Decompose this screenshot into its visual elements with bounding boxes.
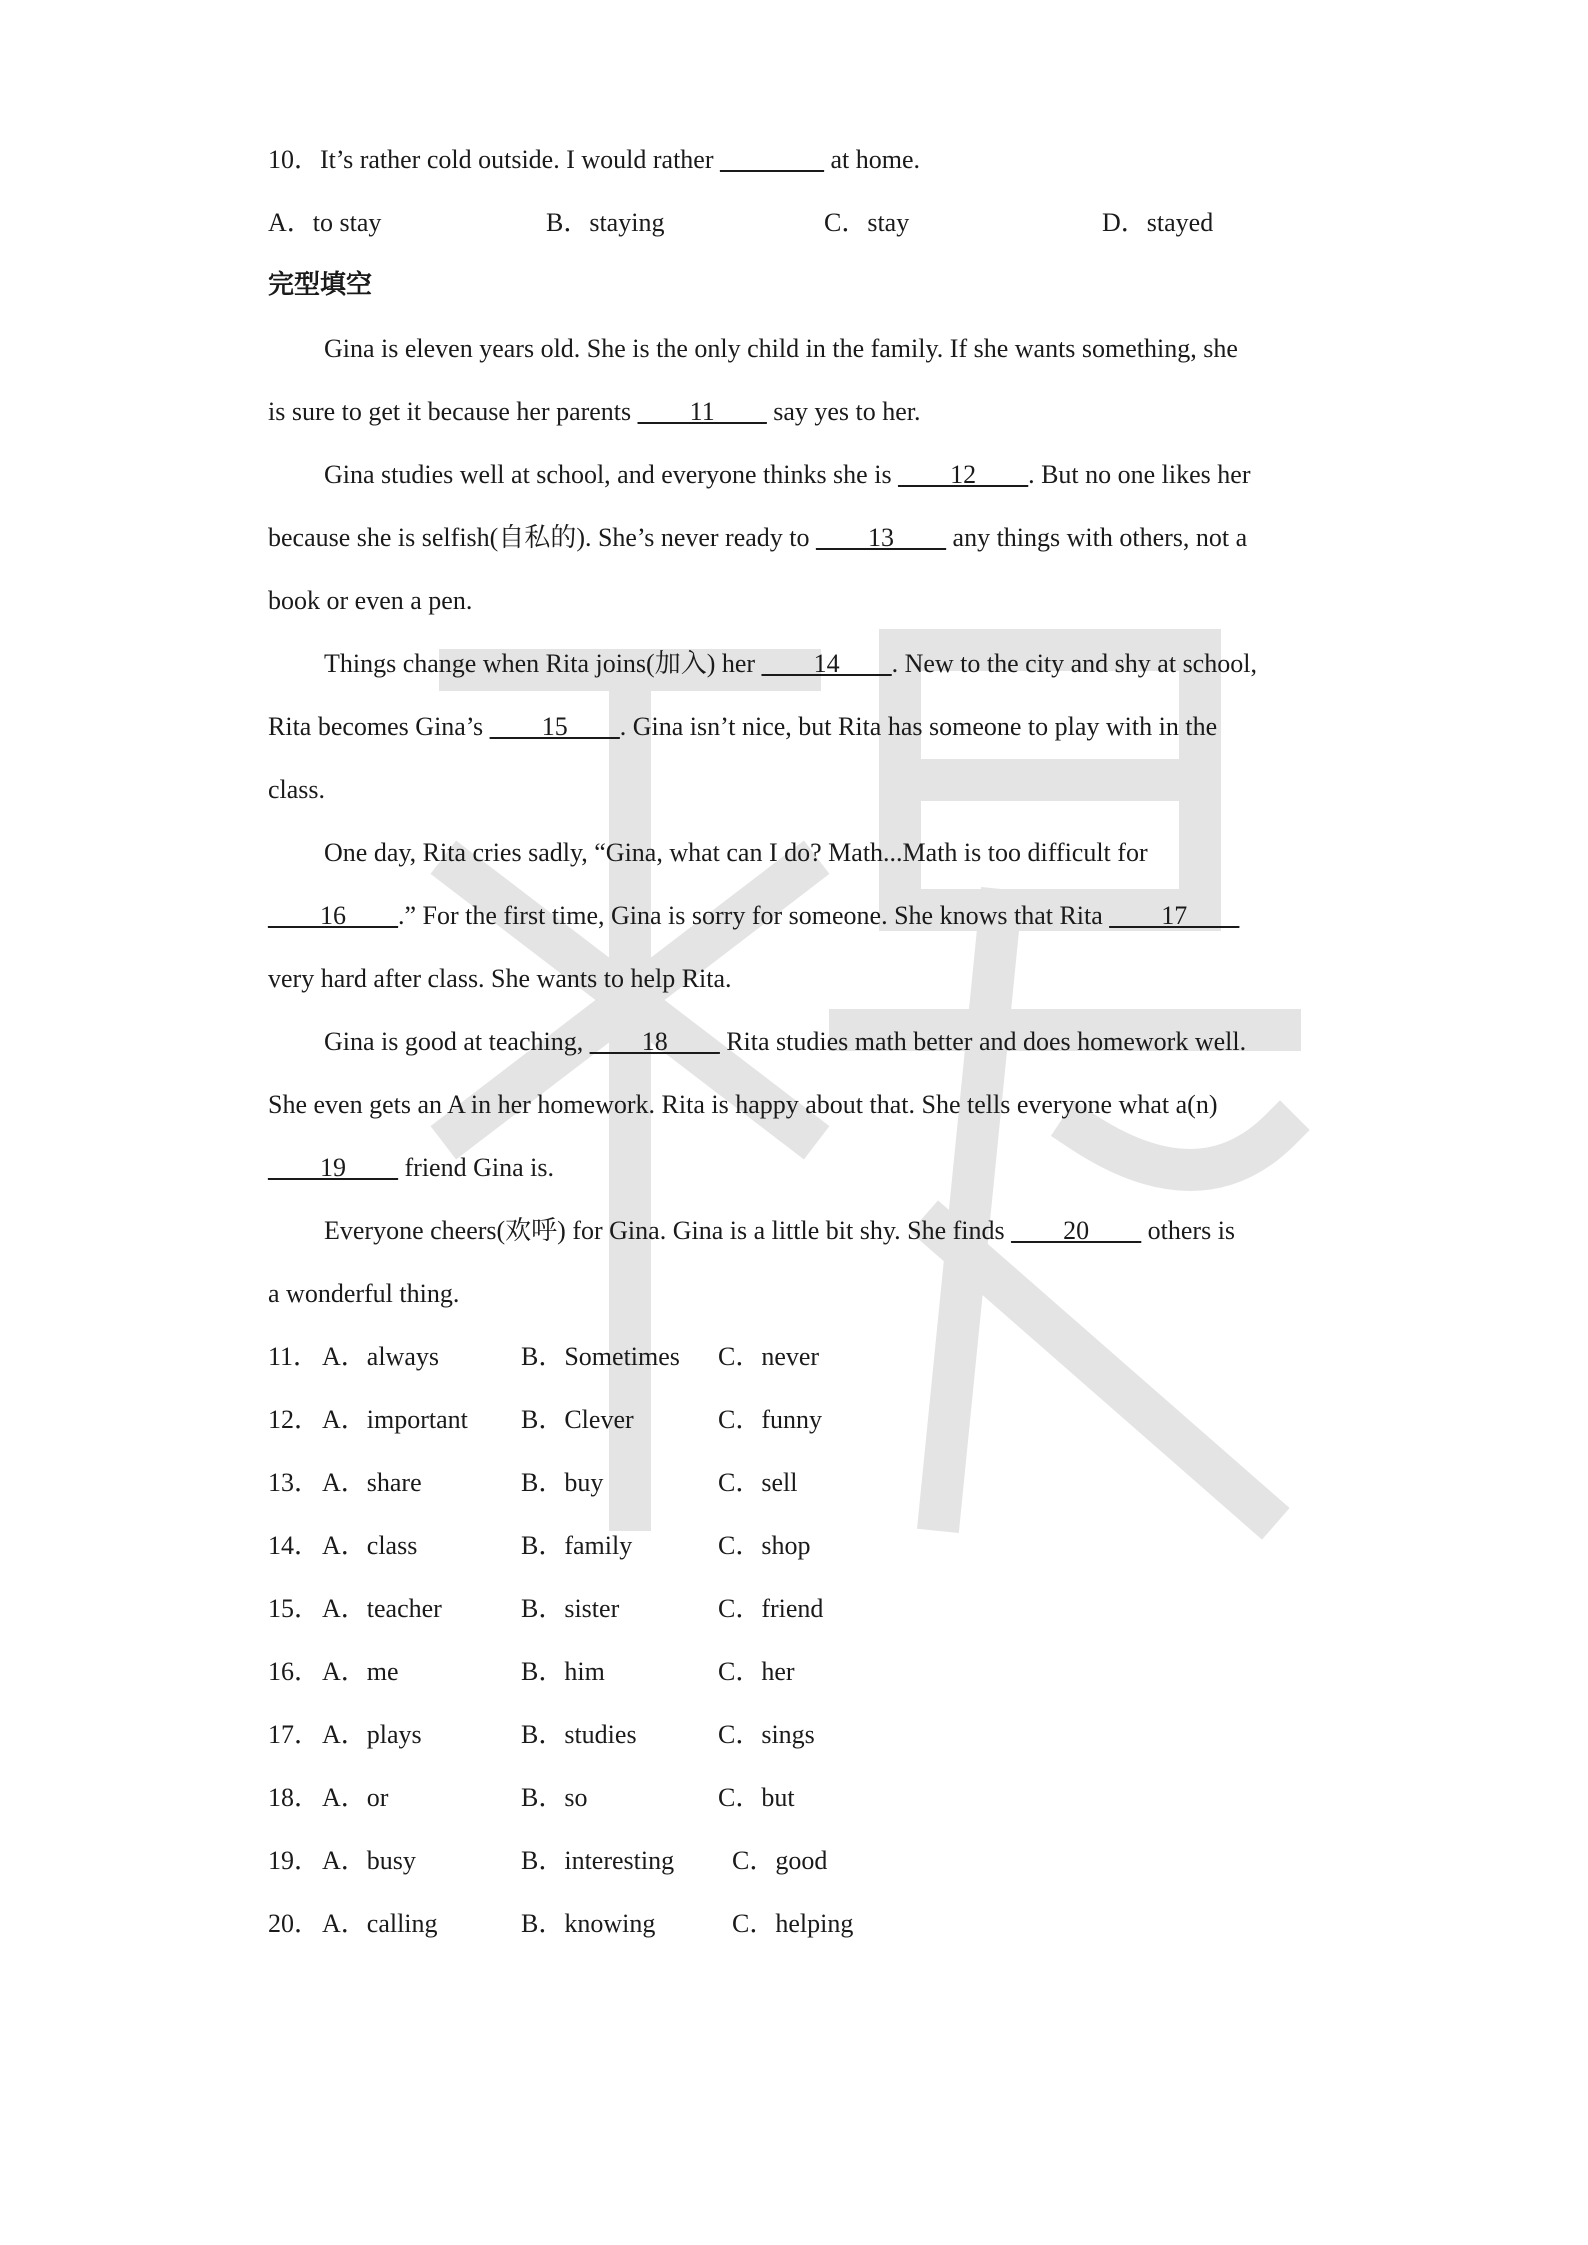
passage-p4-line2 — [268, 884, 1348, 947]
passage-p1-line2 — [268, 380, 1348, 443]
option-c: C．her — [718, 1657, 795, 1686]
cloze-option-row — [268, 1829, 1348, 1892]
option-number: 11． — [268, 1342, 320, 1371]
section-title: 完型填空 — [268, 270, 373, 300]
q10-option-a: A．to stay — [268, 208, 382, 237]
option-number: 16． — [268, 1657, 321, 1686]
cloze-option-row — [268, 1640, 1348, 1703]
p2-text2-end: any things with others, not a — [946, 523, 1248, 552]
q10-stem-before: 10．It’s rather cold outside. I would rather — [268, 145, 720, 174]
cloze-option-row — [268, 1388, 1348, 1451]
option-number: 15． — [268, 1594, 321, 1623]
passage-p5-line2: She even gets an A in her homework. Rita is happy about that. She tells everyone what a(n) — [268, 1090, 1218, 1119]
passage-p3-line1 — [268, 632, 1348, 695]
option-c: C．friend — [718, 1594, 824, 1623]
q10-option-c: C．stay — [824, 208, 910, 237]
blank-19: ____19____ — [268, 1153, 398, 1182]
passage-p6-line1 — [268, 1199, 1348, 1262]
passage-p6-line2: a wonderful thing. — [268, 1279, 460, 1308]
option-b: B．studies — [521, 1720, 637, 1749]
passage-p4-line1: One day, Rita cries sadly, “Gina, what can I do? Math...Math is too difficult for — [324, 838, 1148, 867]
p2-text: Gina studies well at school, and everyone thinks she is — [324, 460, 899, 489]
option-a: A．plays — [322, 1720, 422, 1749]
p3-text: Things change when Rita joins(加入) her — [324, 649, 762, 678]
option-b: B．family — [521, 1531, 633, 1560]
p5-text-end: Rita studies math better and does homework well. — [719, 1027, 1247, 1056]
passage-p3-line2 — [268, 695, 1348, 758]
blank-18: ____18____ — [589, 1027, 720, 1056]
option-c: C．sell — [718, 1468, 798, 1497]
passage-p2-line1 — [268, 443, 1348, 506]
option-a: A．share — [322, 1468, 422, 1497]
p6-text-end: others is — [1141, 1216, 1236, 1245]
cloze-option-row — [268, 1325, 1348, 1388]
option-number: 14． — [268, 1531, 321, 1560]
option-number: 13． — [268, 1468, 321, 1497]
option-b: B．knowing — [521, 1909, 656, 1938]
option-b: B．interesting — [521, 1846, 675, 1875]
option-b: B．so — [521, 1783, 588, 1812]
p3-text2: Rita becomes Gina’s — [268, 712, 490, 741]
passage-p2-line3: book or even a pen. — [268, 586, 473, 615]
option-number: 20． — [268, 1909, 321, 1938]
option-a: A．teacher — [322, 1594, 442, 1623]
p1-text-end: say yes to her. — [766, 397, 921, 426]
passage-p3-line3: class. — [268, 775, 326, 804]
option-c: C．sings — [718, 1720, 815, 1749]
q10-option-d: D．stayed — [1102, 208, 1214, 237]
cloze-option-row — [268, 1703, 1348, 1766]
option-a: A．always — [322, 1342, 439, 1371]
cloze-option-row — [268, 1892, 1348, 1955]
option-number: 18． — [268, 1783, 321, 1812]
option-a: A．calling — [322, 1909, 438, 1938]
option-c: C．but — [718, 1783, 795, 1812]
option-number: 19． — [268, 1846, 321, 1875]
cloze-option-row — [268, 1451, 1348, 1514]
p5-text: Gina is good at teaching, — [324, 1027, 590, 1056]
option-b: B．buy — [521, 1468, 604, 1497]
cloze-option-row — [268, 1766, 1348, 1829]
p3-text-end: . New to the city and shy at school, — [891, 649, 1257, 678]
option-number: 17． — [268, 1720, 321, 1749]
blank-15: ____15____ — [489, 712, 620, 741]
passage-p2-line2 — [268, 506, 1348, 569]
cloze-option-row — [268, 1514, 1348, 1577]
option-a: A．busy — [322, 1846, 416, 1875]
q10-stem-after: at home. — [824, 145, 921, 174]
p1-text: is sure to get it because her parents — [268, 397, 638, 426]
p3-text2-end: . Gina isn’t nice, but Rita has someone to play with in the — [619, 712, 1218, 741]
option-b: B．sister — [521, 1594, 620, 1623]
p2-text-end: . But no one likes her — [1028, 460, 1251, 489]
blank-13: ____13____ — [816, 523, 947, 552]
passage-p5-line3 — [268, 1136, 1348, 1199]
passage-p4-line3: very hard after class. She wants to help Rita. — [268, 964, 732, 993]
option-c: C．funny — [718, 1405, 823, 1434]
p6-text: Everyone cheers(欢呼) for Gina. Gina is a little bit shy. She finds — [324, 1216, 1012, 1245]
p2-text2: because she is selfish(自私的). She’s never ready to — [268, 523, 817, 552]
q10-stem — [268, 128, 1348, 191]
option-b: B．him — [521, 1657, 605, 1686]
option-a: A．class — [322, 1531, 418, 1560]
blank-20: ____20____ — [1011, 1216, 1142, 1245]
option-c: C．shop — [718, 1531, 811, 1560]
option-a: A．or — [322, 1783, 389, 1812]
p4-text2: .” For the first time, Gina is sorry for someone. She knows that Rita — [398, 901, 1110, 930]
passage-p1-line1: Gina is eleven years old. She is the only child in the family. If she wants something, she — [324, 334, 1238, 363]
option-c: C．helping — [732, 1909, 854, 1938]
cloze-options-list — [268, 1325, 1348, 1955]
passage-p5-line1 — [268, 1010, 1348, 1073]
blank-14: ____14____ — [761, 649, 892, 678]
q10-blank: ________ — [720, 145, 824, 174]
blank-12: ____12____ — [898, 460, 1029, 489]
option-c: C．never — [718, 1342, 820, 1371]
option-c: C．good — [732, 1846, 828, 1875]
option-a: A．important — [322, 1405, 468, 1434]
document-content — [268, 128, 1348, 1955]
p5-text3-end: friend Gina is. — [398, 1153, 554, 1182]
cloze-option-row — [268, 1577, 1348, 1640]
blank-11: ____11____ — [637, 397, 767, 426]
option-b: B．Sometimes — [521, 1342, 680, 1371]
option-b: B．Clever — [521, 1405, 634, 1434]
blank-17: ____17____ — [1109, 901, 1240, 930]
q10-option-b: B．staying — [546, 208, 665, 237]
blank-16: ____16____ — [268, 901, 398, 930]
option-a: A．me — [322, 1657, 399, 1686]
option-number: 12． — [268, 1405, 321, 1434]
q10-options — [268, 191, 1348, 254]
